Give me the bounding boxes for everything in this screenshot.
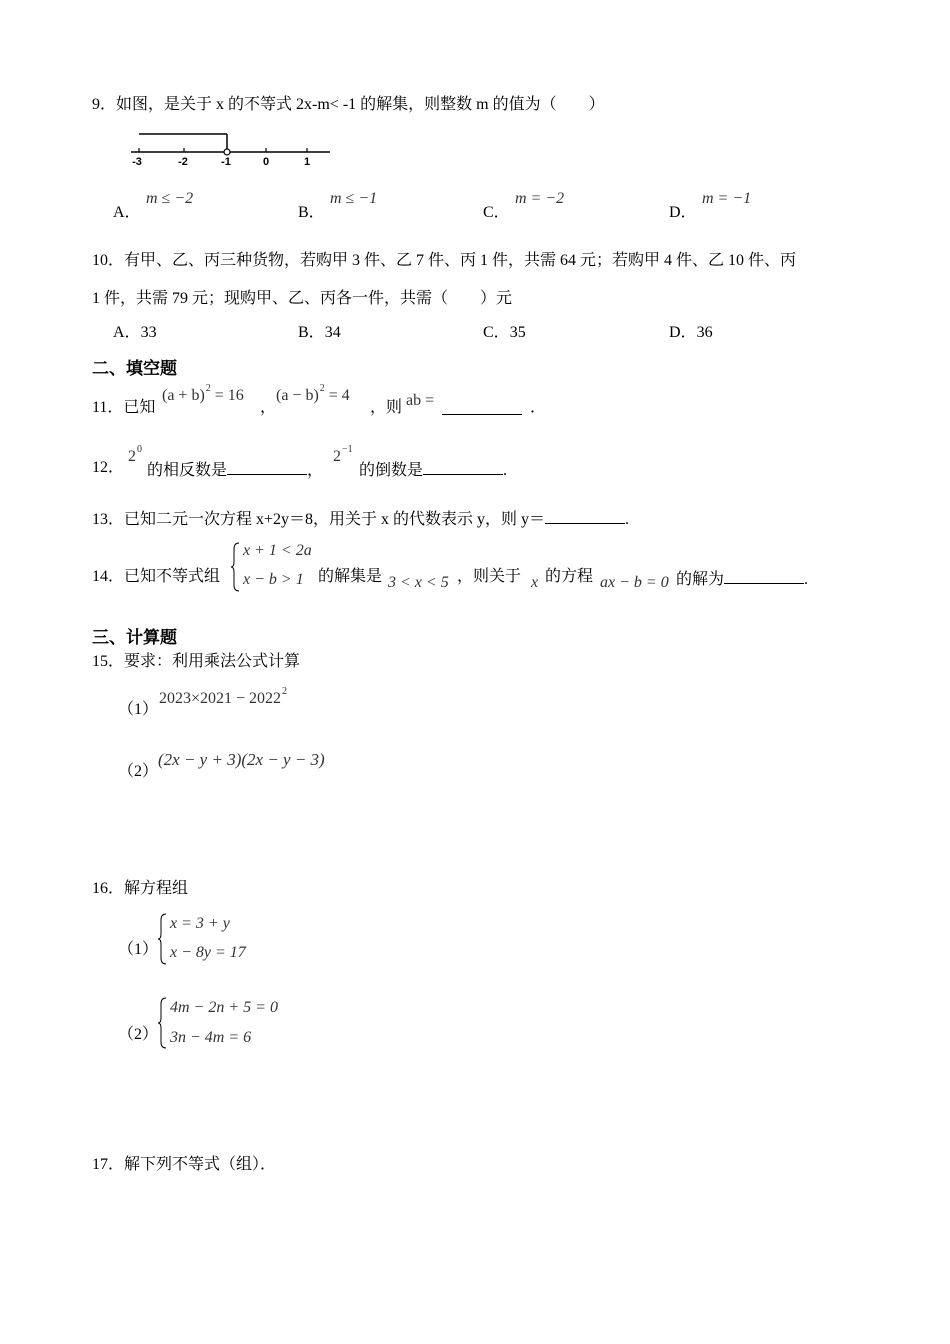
q11-end: ．	[530, 399, 547, 416]
option-letter: C．	[483, 204, 510, 221]
q14-mid1: 的解集是	[318, 568, 383, 585]
q15-part1-expr	[159, 686, 288, 711]
q12-text2: 的倒数是	[359, 462, 424, 479]
option-value: 33	[140, 324, 157, 341]
q9-text: 如图，是关于 x 的不等式 2x-m< -1 的解集，则整数 m 的值为（ ）	[116, 96, 605, 113]
q11-expr1-rhs: = 16	[210, 387, 244, 404]
q12-sep: ，	[307, 462, 324, 479]
q15-part2-expr: (2x − y + 3)(2x − y − 3)	[158, 750, 325, 769]
q10-option-c[interactable]	[483, 323, 526, 343]
tick-label: -1	[221, 156, 231, 168]
q11-expr2-exponent: 2	[319, 383, 325, 394]
tick-label: -2	[178, 156, 188, 168]
q11-expr2-base: (a − b)	[276, 387, 319, 404]
q13-answer-blank[interactable]	[545, 507, 625, 524]
q14-system-line1: x + 1 < 2a	[243, 542, 312, 559]
q14-head	[92, 567, 220, 587]
q14-number: 14．	[92, 568, 125, 585]
q16-part1-label: （1）	[118, 941, 159, 958]
q12-answer-blank-2[interactable]	[423, 458, 503, 475]
q13-number: 13．	[92, 511, 125, 528]
q16-part1-line1: x = 3 + y	[170, 915, 230, 932]
q9-option-a-expr: m ≤ −2	[146, 190, 194, 207]
q15-number: 15．	[92, 653, 125, 670]
q9-option-c[interactable]	[483, 203, 510, 223]
q14-system-brace	[231, 541, 241, 593]
option-letter: C．	[483, 324, 510, 341]
q10-number: 10．	[92, 252, 125, 269]
q9-option-b-expr: m ≤ −1	[330, 190, 378, 207]
q12-text1: 的相反数是	[147, 462, 228, 479]
option-letter: B．	[298, 204, 325, 221]
q12-base2: 2	[333, 448, 341, 465]
option-letter: A．	[113, 324, 141, 341]
q14-system-line2: x − b > 1	[243, 571, 304, 588]
q11	[92, 398, 155, 418]
q14-mid2: ，则关于	[457, 568, 522, 585]
option-value: 35	[509, 324, 526, 341]
q11-expr2-rhs: = 4	[324, 387, 350, 404]
q11-expr1-exponent: 2	[205, 383, 211, 394]
q14-mid4: 的解为	[676, 571, 725, 588]
q9-option-a[interactable]	[113, 203, 141, 223]
q10-stem-line1	[92, 251, 796, 271]
q12-power2	[333, 444, 353, 469]
q10-line2: 1 件，共需 79 元；现购甲、乙、丙各一件，共需（ ）元	[92, 290, 513, 307]
q15-part2-label: （2）	[118, 763, 159, 780]
option-value: 36	[696, 324, 713, 341]
q16-part2-line1: 4m − 2n + 5 = 0	[170, 999, 278, 1016]
q10-option-b[interactable]	[298, 323, 341, 343]
q11-answer-blank[interactable]	[442, 398, 522, 421]
q10-line1: 有甲、乙、丙三种货物，若购甲 3 件、乙 7 件、丙 1 件，共需 64 元；若购甲 4 件、乙 10 件、丙	[124, 252, 797, 269]
q12-answer-blank-1[interactable]	[227, 458, 307, 475]
q15-part1-label: （1）	[118, 701, 159, 718]
q14-prefix: 已知不等式组	[124, 568, 221, 585]
q15-part1-exponent: 2	[282, 686, 288, 697]
q11-expr3: ab =	[406, 392, 435, 409]
q9-number: 9．	[92, 96, 117, 113]
q16-number: 16．	[92, 880, 125, 897]
option-letter: B．	[298, 324, 325, 341]
q14-var: x	[531, 574, 539, 591]
q15-text: 要求：利用乘法公式计算	[124, 653, 301, 670]
q11-expr1	[162, 383, 244, 408]
q16-part2-label: （2）	[118, 1026, 159, 1043]
q11-mid: ，则	[370, 399, 403, 416]
q9-number-line	[125, 128, 335, 168]
q9-option-d-expr: m = −1	[702, 190, 752, 207]
q16-part1-brace	[158, 912, 168, 966]
q11-number: 11．	[92, 399, 124, 416]
q13-text: 已知二元一次方程 x+2y＝8，用关于 x 的代数表示 y，则 y＝	[124, 511, 546, 528]
section-title-fill-in: 二、填空题	[92, 359, 177, 379]
option-letter: D．	[669, 324, 697, 341]
q13-end: .	[625, 511, 630, 528]
q14-mid3: 的方程	[545, 568, 594, 585]
q16-part1-line2: x − 8y = 17	[170, 944, 246, 961]
q11-expr1-base: (a + b)	[162, 387, 205, 404]
q10-option-a[interactable]	[113, 323, 157, 343]
q14-answer-blank[interactable]	[724, 567, 804, 584]
q12-part1	[147, 458, 323, 481]
tick-label: 1	[303, 156, 311, 168]
q9-option-b[interactable]	[298, 203, 325, 223]
q12-power1	[128, 444, 142, 469]
q9-option-c-expr: m = −2	[515, 190, 565, 207]
tick-label: 0	[262, 156, 270, 168]
tick-label: -3	[132, 156, 142, 168]
q9-stem	[92, 95, 605, 115]
q12-part2	[359, 458, 507, 481]
q16-text: 解方程组	[124, 880, 189, 897]
q9-option-d[interactable]	[669, 203, 697, 223]
q16-part2-line2: 3n − 4m = 6	[170, 1029, 252, 1046]
q12-end: .	[503, 462, 508, 479]
q13	[92, 507, 629, 530]
q11-expr2	[276, 383, 350, 408]
section-title-calculation: 三、计算题	[92, 628, 177, 648]
option-value: 34	[324, 324, 341, 341]
q14-tail	[676, 567, 808, 590]
option-letter: A．	[113, 204, 141, 221]
q11-sep: ，	[260, 399, 277, 416]
q12-number: 12．	[92, 459, 125, 476]
q17-stem	[92, 1155, 276, 1175]
q16-part2-brace	[158, 996, 168, 1050]
q15-stem	[92, 652, 300, 672]
q15-part1-expr-base: 2023×2021 − 2022	[159, 690, 282, 707]
q14-end: .	[804, 571, 809, 588]
q17-text: 解下列不等式（组）．	[124, 1156, 277, 1173]
q10-option-d[interactable]	[669, 323, 713, 343]
option-letter: D．	[669, 204, 697, 221]
q12-exp1: 0	[137, 444, 142, 455]
q12-exp2: −1	[342, 444, 353, 455]
q16-stem	[92, 879, 188, 899]
q11-prefix: 已知	[123, 399, 156, 416]
q14-equation: ax − b = 0	[600, 574, 669, 591]
q12-base1: 2	[128, 448, 136, 465]
q14-range: 3 < x < 5	[388, 574, 449, 591]
q17-number: 17．	[92, 1156, 125, 1173]
